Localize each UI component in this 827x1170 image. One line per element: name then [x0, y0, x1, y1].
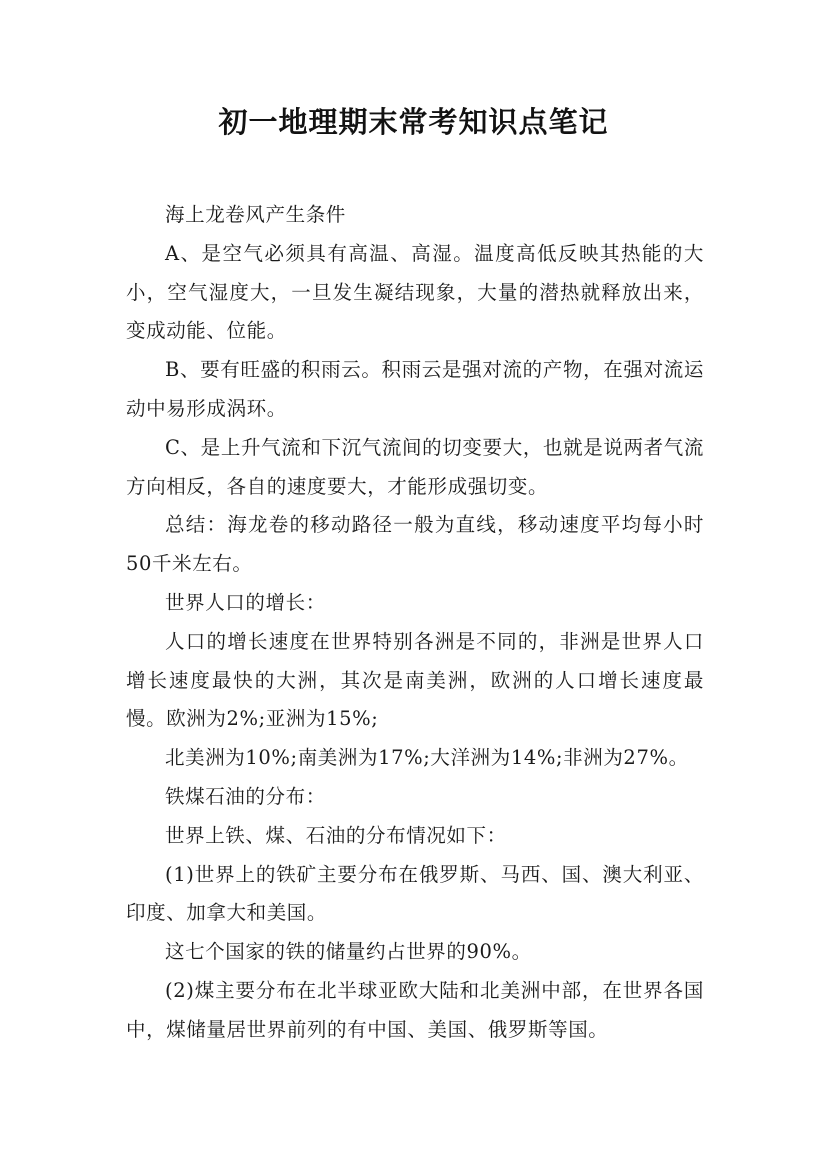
- document-title: 初一地理期末常考知识点笔记: [218, 105, 609, 139]
- paragraph-heading-population: 世界人口的增长：: [165, 590, 326, 614]
- paragraph-population-growth: 人口的增长速度在世界特别各洲是不同的，非洲是世界人口增长速度最快的大洲，其次是南美洲，欧洲的人口增长速度最慢。欧洲为2%;亚洲为15%;: [126, 629, 704, 731]
- paragraph-resources-intro: 世界上铁、煤、石油的分布情况如下：: [165, 823, 507, 847]
- paragraph-condition-b: B、要有旺盛的积雨云。积雨云是强对流的产物，在强对流运动中易形成涡环。: [126, 358, 704, 420]
- paragraph-population-rates: 北美洲为10%;南美洲为17%;大洋洲为14%;非洲为27%。: [165, 746, 689, 770]
- paragraph-condition-c: C、是上升气流和下沉气流间的切变要大，也就是说两者气流方向相反，各自的速度要大，才能形成强切变。: [126, 435, 704, 498]
- paragraph-heading-waterspout: 海上龙卷风产生条件: [165, 203, 346, 226]
- paragraph-summary: 总结：海龙卷的移动路径一般为直线，移动速度平均每小时50千米左右。: [126, 513, 704, 576]
- paragraph-heading-resources: 铁煤石油的分布：: [165, 784, 326, 808]
- paragraph-condition-a: A、是空气必须具有高温、高湿。温度高低反映其热能的大小，空气湿度大，一旦发生凝结现象，大量的潜热就释放出来，变成动能、位能。: [126, 241, 704, 343]
- document-body: [126, 196, 704, 1050]
- paragraph-iron-distribution: (1)世界上的铁矿主要分布在俄罗斯、马西、国、澳大利亚、印度、加拿大和美国。: [126, 862, 704, 925]
- paragraph-coal-distribution: (2)煤主要分布在北半球亚欧大陆和北美洲中部，在世界各国中，煤储量居世界前列的有中国、美国、俄罗斯等国。: [126, 978, 704, 1041]
- paragraph-iron-share: 这七个国家的铁的储量约占世界的90%。: [165, 940, 532, 964]
